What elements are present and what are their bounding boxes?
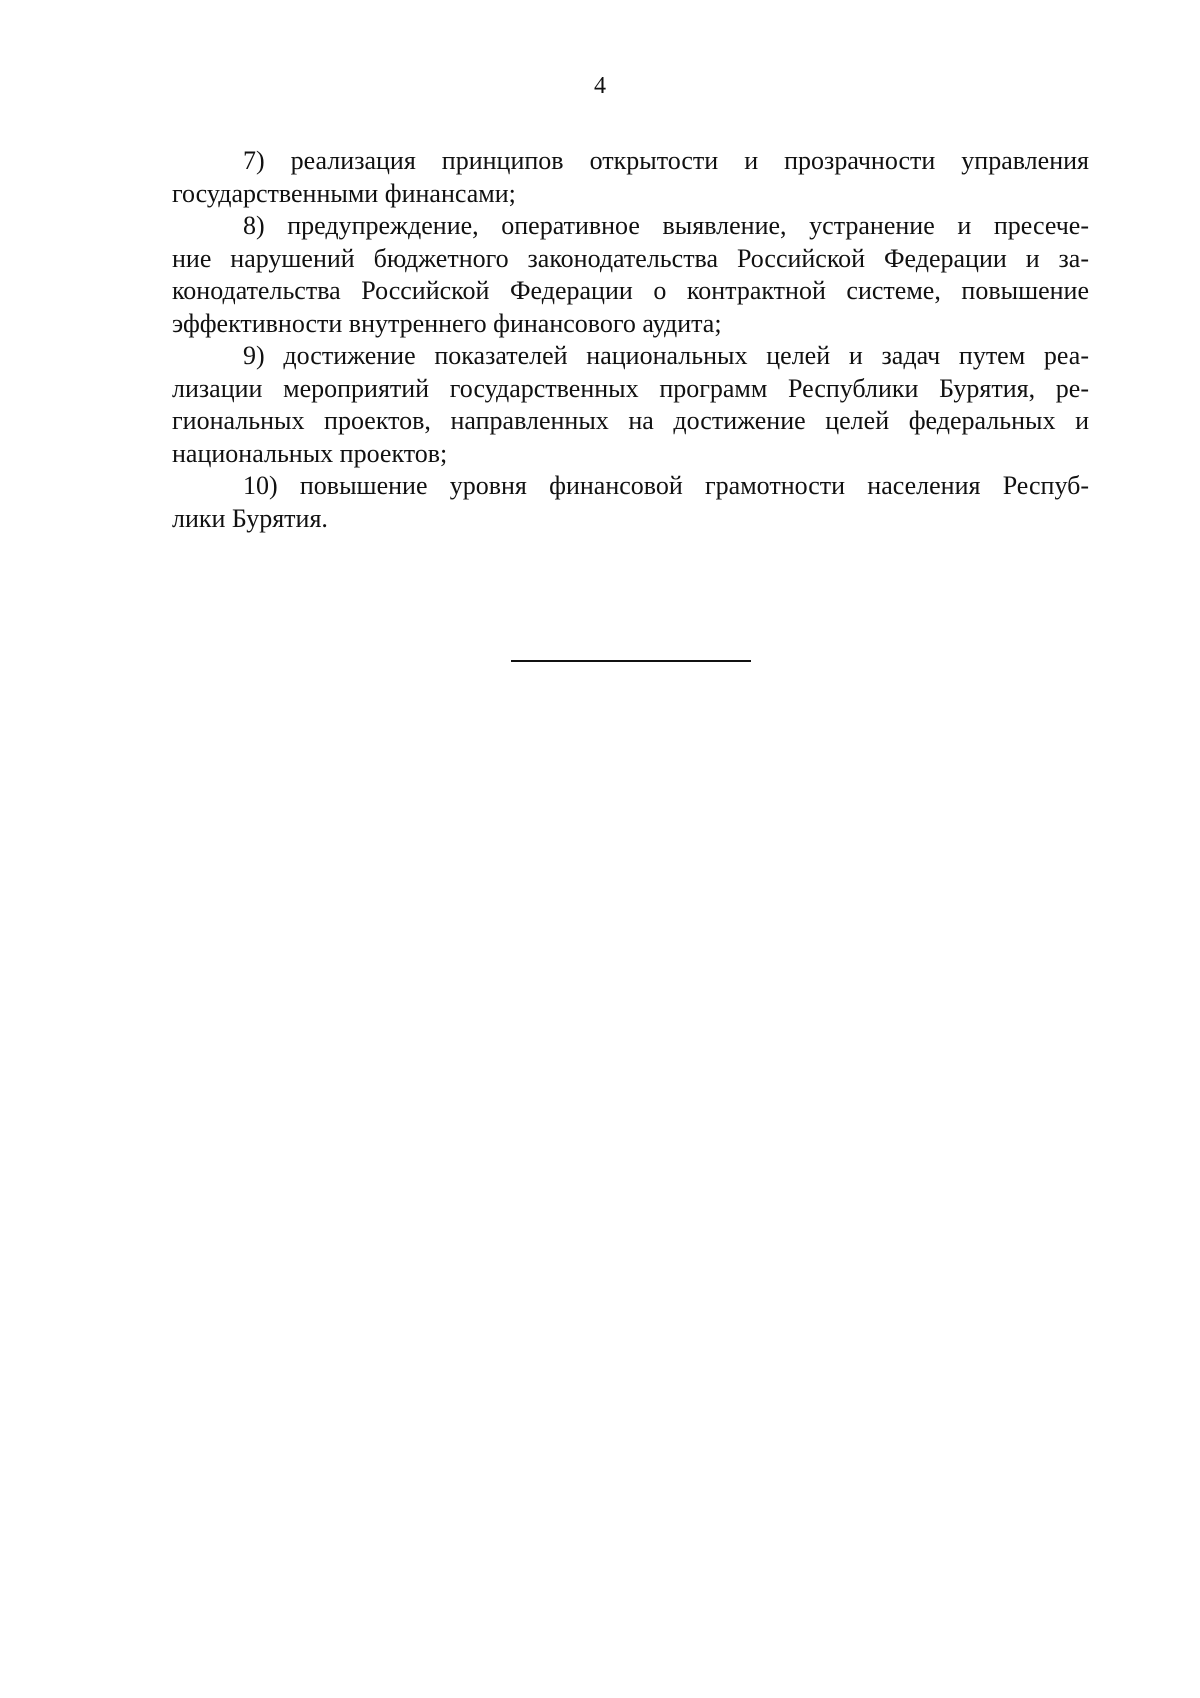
text-line: 7) реализация принципов открытости и прозрачности управления — [243, 146, 1089, 175]
text-line: национальных проектов; — [172, 438, 448, 468]
text-line: государственными финансами; — [172, 178, 516, 208]
list-item-10 — [172, 470, 1089, 535]
text-line: 10) повышение уровня финансовой грамотности населения Респуб- — [243, 471, 1089, 500]
text-line: лики Бурятия. — [172, 503, 328, 533]
text-line: 9) достижение показателей национальных целей и задач путем реа- — [243, 341, 1089, 370]
page-number: 4 — [594, 73, 606, 99]
text-line: конодательства Российской Федерации о контрактной системе, повышение — [172, 276, 1089, 305]
text-line: лизации мероприятий государственных программ Республики Бурятия, ре- — [172, 373, 1089, 403]
document-body — [172, 145, 1089, 535]
text-line: гиональных проектов, направленных на достижение целей федеральных и — [172, 406, 1089, 435]
list-item-8 — [172, 210, 1089, 340]
text-line: 8) предупреждение, оперативное выявление, устранение и пресече- — [243, 211, 1089, 240]
end-of-document-rule — [511, 660, 751, 662]
list-item-9 — [172, 340, 1089, 470]
text-line: эффективности внутреннего финансового аудита; — [172, 308, 722, 338]
text-line: ние нарушений бюджетного законодательства Российской Федерации и за- — [172, 243, 1089, 273]
list-item-7 — [172, 145, 1089, 210]
